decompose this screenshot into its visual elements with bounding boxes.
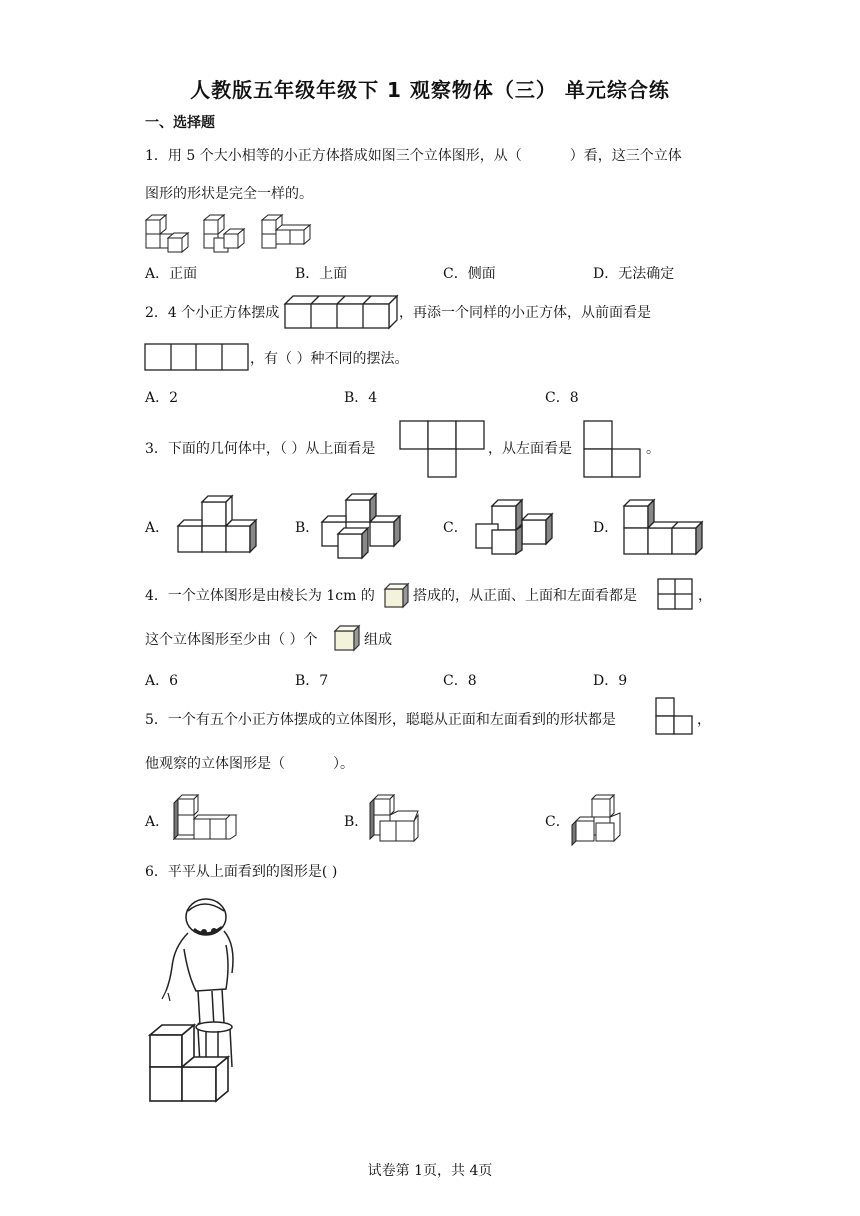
q2-text-a: 2．4 个小正方体摆成 [145, 305, 280, 321]
q3-top-view-figure [399, 420, 487, 478]
q4-text-b: 搭成的，从正面、上面和左面看都是 [413, 588, 637, 604]
page-footer: 试卷第 1页，共 4页 [367, 1163, 493, 1179]
q4-option-b: B．7 [295, 673, 329, 689]
q1-figure-1 [146, 215, 188, 252]
q1-figure-2 [204, 215, 244, 252]
q5-view-figure [655, 697, 695, 737]
q4-text-d: 这个立体图形至少由（ ）个 [145, 632, 318, 648]
q5-text-c: 他观察的立体图形是（ [145, 756, 285, 772]
q3-option-c: C． [443, 520, 468, 536]
q3-text-c: 。 [646, 441, 660, 457]
q1-cube-figures [144, 212, 324, 256]
q5-option-b: B． [344, 814, 369, 830]
q3-figure-c [474, 496, 558, 558]
q5-text-a: 5．一个有五个小正方体摆成的立体图形，聪聪从正面和左面看到的形状都是 [145, 712, 616, 728]
q5-figure-a [172, 793, 242, 847]
section-heading: 一、选择题 [145, 115, 215, 131]
question-1-line-1 [145, 146, 682, 166]
q2-text-c: ，有（ ）种不同的摆法。 [250, 351, 409, 367]
q5-option-a: A． [145, 814, 170, 830]
q6-person-on-cubes-illustration [144, 895, 246, 1105]
q3-left-view-figure [583, 420, 643, 478]
q3-text-b: ，从左面看是 [488, 441, 572, 457]
q1-figure-3 [262, 215, 310, 248]
q3-option-a: A． [145, 520, 170, 536]
q2-option-b: B．4 [344, 390, 378, 406]
q2-front-view-figure [144, 343, 250, 373]
q3-option-b: B． [295, 520, 320, 536]
q1-text-a: 1．用 5 个大小相等的小正方体搭成如图三个立体图形，从（ [145, 148, 522, 164]
q1-option-c: C．侧面 [443, 266, 496, 282]
q5-text-b: ， [697, 712, 711, 728]
q6-text: 6．平平从上面看到的图形是( ) [145, 864, 338, 880]
q3-option-d: D． [593, 520, 619, 536]
q3-text-a: 3．下面的几何体中，（ ）从上面看是 [145, 441, 376, 457]
question-1-line-2: 图形的形状是完全一样的。 [145, 186, 313, 202]
q4-text-a: 4．一个立体图形是由棱长为 1cm 的 [145, 588, 375, 604]
q2-row-of-four-cubes [284, 294, 402, 330]
q3-figure-b [320, 492, 406, 562]
q4-option-a: A．6 [145, 673, 179, 689]
q4-option-d: D．9 [593, 673, 628, 689]
q4-unit-cube-icon [383, 582, 411, 610]
q5-text-d: ）。 [333, 756, 354, 772]
q4-unit-cube-icon-2 [333, 624, 363, 654]
q4-option-c: C．8 [443, 673, 477, 689]
q5-line-2 [145, 754, 354, 774]
q4-text-c: ， [698, 588, 712, 604]
q2-option-c: C．8 [545, 390, 579, 406]
q2-option-a: A．2 [145, 390, 179, 406]
q1-text-b: ）看，这三个立体 [569, 148, 682, 164]
q1-option-b: B．上面 [295, 266, 348, 282]
q1-option-d: D．无法确定 [593, 266, 675, 282]
q4-view-figure [657, 578, 695, 612]
page-title: 人教版五年级年级下 1 观察物体（三） 单元综合练 [190, 78, 670, 102]
q2-text-b: ，再添一个同样的小正方体，从前面看是 [399, 305, 651, 321]
q4-text-e: 组成 [364, 632, 392, 648]
q1-option-a: A．正面 [145, 266, 198, 282]
q5-figure-b [368, 793, 424, 847]
q5-option-c: C． [545, 814, 570, 830]
q5-figure-c [568, 791, 628, 847]
q3-figure-d [622, 496, 708, 558]
q3-figure-a [176, 494, 260, 556]
